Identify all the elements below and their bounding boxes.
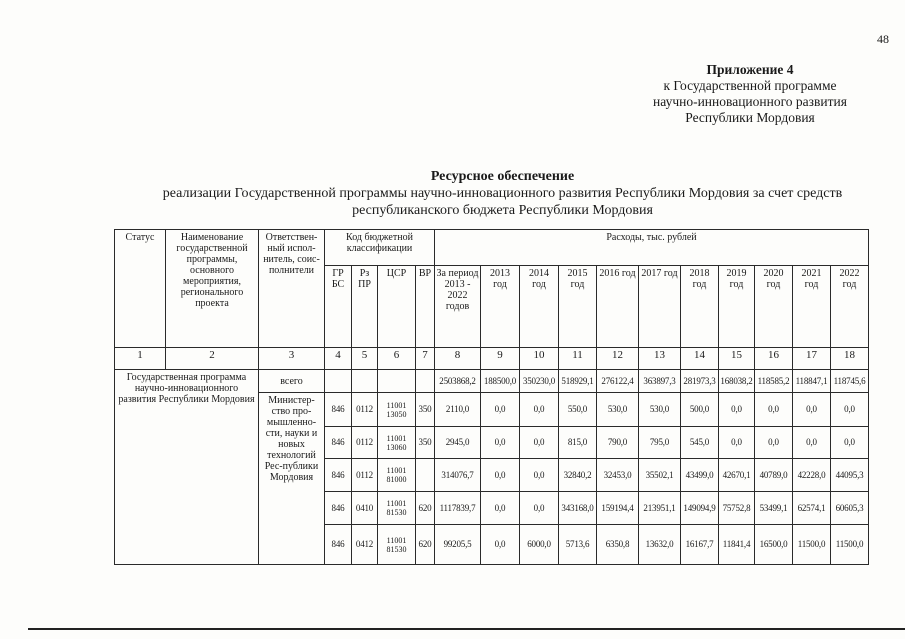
- cell-value: 35502,1: [639, 459, 681, 492]
- cell-vr: 620: [416, 492, 435, 525]
- cell-value: 500,0: [681, 393, 719, 427]
- cell-value: 11841,4: [719, 525, 755, 565]
- total-csr: [378, 370, 416, 393]
- cell-value: 0,0: [481, 525, 520, 565]
- page-number: 48: [877, 32, 889, 46]
- program-name-cell: Государственная программа научно-инновационного развития Республики Мордовия: [115, 370, 259, 565]
- cell-value: 2945,0: [435, 427, 481, 459]
- cell-csr: 11001 81530: [378, 525, 416, 565]
- cell-grbs: 846: [325, 492, 352, 525]
- cell-rzpr: 0410: [352, 492, 378, 525]
- cell-value: 213951,1: [639, 492, 681, 525]
- cell-csr: 11001 81000: [378, 459, 416, 492]
- column-number: 16: [755, 348, 793, 370]
- header-rzpr: Рз ПР: [352, 266, 378, 348]
- cell-value: 40789,0: [755, 459, 793, 492]
- cell-value: 0,0: [719, 427, 755, 459]
- column-number: 2: [166, 348, 259, 370]
- total-value: 168038,2: [719, 370, 755, 393]
- cell-value: 550,0: [559, 393, 597, 427]
- cell-value: 32453,0: [597, 459, 639, 492]
- cell-csr: 11001 13060: [378, 427, 416, 459]
- cell-value: 99205,5: [435, 525, 481, 565]
- column-number: 18: [831, 348, 869, 370]
- appendix-line: к Государственной программе: [663, 78, 837, 93]
- total-value: 188500,0: [481, 370, 520, 393]
- total-value: 518929,1: [559, 370, 597, 393]
- appendix-line: Республики Мордовия: [685, 110, 815, 125]
- header-year: 2020 год: [755, 266, 793, 348]
- header-year: 2017 год: [639, 266, 681, 348]
- document-heading: [100, 168, 905, 219]
- appendix-line: научно-инновационного развития: [653, 94, 847, 109]
- column-number: 5: [352, 348, 378, 370]
- cell-grbs: 846: [325, 525, 352, 565]
- cell-value: 32840,2: [559, 459, 597, 492]
- total-label: всего: [259, 370, 325, 393]
- ministry-cell: Министер-ство про-мышленно-сти, науки и новых технологий Рес-публики Мордовия: [259, 393, 325, 565]
- cell-value: 0,0: [520, 427, 559, 459]
- cell-rzpr: 0412: [352, 525, 378, 565]
- cell-value: 0,0: [793, 427, 831, 459]
- appendix-title: Приложение 4: [706, 62, 794, 77]
- cell-value: 11500,0: [793, 525, 831, 565]
- cell-vr: [416, 459, 435, 492]
- total-value: 2503868,2: [435, 370, 481, 393]
- cell-value: 0,0: [755, 393, 793, 427]
- column-number: 3: [259, 348, 325, 370]
- cell-vr: 350: [416, 427, 435, 459]
- cell-value: 159194,4: [597, 492, 639, 525]
- total-value: 276122,4: [597, 370, 639, 393]
- total-value: 350230,0: [520, 370, 559, 393]
- column-number: 1: [115, 348, 166, 370]
- cell-value: 62574,1: [793, 492, 831, 525]
- cell-value: 343168,0: [559, 492, 597, 525]
- cell-value: 16167,7: [681, 525, 719, 565]
- cell-value: 0,0: [755, 427, 793, 459]
- cell-value: 795,0: [639, 427, 681, 459]
- header-status: Статус: [115, 230, 166, 348]
- cell-value: 13632,0: [639, 525, 681, 565]
- header-year: 2014 год: [520, 266, 559, 348]
- header-period: За период 2013 - 2022 годов: [435, 266, 481, 348]
- cell-csr: 11001 13050: [378, 393, 416, 427]
- header-name: Наименование государственной программы, основного мероприятия, регионального проекта: [166, 230, 259, 348]
- cell-value: 16500,0: [755, 525, 793, 565]
- appendix-block: [600, 62, 900, 126]
- header-grbs: ГР БС: [325, 266, 352, 348]
- heading-line: республиканского бюджета Республики Мордовия: [352, 203, 653, 218]
- cell-csr: 11001 81530: [378, 492, 416, 525]
- cell-value: 11500,0: [831, 525, 869, 565]
- header-expenses: Расходы, тыс. рублей: [435, 230, 869, 266]
- column-number: 13: [639, 348, 681, 370]
- header-csr: ЦСР: [378, 266, 416, 348]
- column-number: 15: [719, 348, 755, 370]
- cell-rzpr: 0112: [352, 427, 378, 459]
- header-year: 2016 год: [597, 266, 639, 348]
- cell-value: 0,0: [793, 393, 831, 427]
- header-year: 2021 год: [793, 266, 831, 348]
- heading-title: Ресурсное обеспечение: [430, 169, 575, 184]
- cell-value: 314076,7: [435, 459, 481, 492]
- cell-grbs: 846: [325, 459, 352, 492]
- cell-vr: 350: [416, 393, 435, 427]
- column-number: 7: [416, 348, 435, 370]
- cell-value: 43499,0: [681, 459, 719, 492]
- cell-value: 149094,9: [681, 492, 719, 525]
- header-year: 2018 год: [681, 266, 719, 348]
- cell-grbs: 846: [325, 427, 352, 459]
- header-year: 2013 год: [481, 266, 520, 348]
- cell-value: 790,0: [597, 427, 639, 459]
- column-number: 6: [378, 348, 416, 370]
- header-year: 2019 год: [719, 266, 755, 348]
- cell-value: 0,0: [481, 393, 520, 427]
- total-value: 363897,3: [639, 370, 681, 393]
- total-grbs: [325, 370, 352, 393]
- column-number: 4: [325, 348, 352, 370]
- header-code: Код бюджетной классификации: [325, 230, 435, 266]
- header-vr: ВР: [416, 266, 435, 348]
- column-number: 14: [681, 348, 719, 370]
- total-value: 118847,1: [793, 370, 831, 393]
- cell-value: 5713,6: [559, 525, 597, 565]
- cell-rzpr: 0112: [352, 459, 378, 492]
- column-number: 11: [559, 348, 597, 370]
- total-value: 118585,2: [755, 370, 793, 393]
- bottom-rule: [28, 628, 905, 630]
- cell-value: 0,0: [481, 427, 520, 459]
- cell-value: 0,0: [520, 459, 559, 492]
- cell-value: 1117839,7: [435, 492, 481, 525]
- cell-value: 0,0: [520, 492, 559, 525]
- total-value: 281973,3: [681, 370, 719, 393]
- cell-value: 42670,1: [719, 459, 755, 492]
- cell-value: 0,0: [520, 393, 559, 427]
- cell-value: 815,0: [559, 427, 597, 459]
- header-year: 2015 год: [559, 266, 597, 348]
- cell-value: 0,0: [481, 492, 520, 525]
- total-rzpr: [352, 370, 378, 393]
- header-responsible: Ответствен-ный испол-нитель, соис-полнители: [259, 230, 325, 348]
- cell-rzpr: 0112: [352, 393, 378, 427]
- cell-value: 0,0: [481, 459, 520, 492]
- cell-value: 6350,8: [597, 525, 639, 565]
- cell-grbs: 846: [325, 393, 352, 427]
- column-number: 9: [481, 348, 520, 370]
- cell-value: 6000,0: [520, 525, 559, 565]
- cell-value: 0,0: [719, 393, 755, 427]
- cell-value: 75752,8: [719, 492, 755, 525]
- cell-vr: 620: [416, 525, 435, 565]
- cell-value: 0,0: [831, 427, 869, 459]
- cell-value: 42228,0: [793, 459, 831, 492]
- resource-table: [114, 229, 869, 565]
- cell-value: 53499,1: [755, 492, 793, 525]
- total-value: 118745,6: [831, 370, 869, 393]
- header-year: 2022 год: [831, 266, 869, 348]
- column-number: 17: [793, 348, 831, 370]
- column-number: 10: [520, 348, 559, 370]
- cell-value: 60605,3: [831, 492, 869, 525]
- cell-value: 44095,3: [831, 459, 869, 492]
- column-number: 8: [435, 348, 481, 370]
- cell-value: 0,0: [831, 393, 869, 427]
- heading-line: реализации Государственной программы научно-инновационного развития Республики Мордовия за счет средств: [162, 186, 843, 201]
- total-vr: [416, 370, 435, 393]
- cell-value: 2110,0: [435, 393, 481, 427]
- cell-value: 530,0: [597, 393, 639, 427]
- column-number: 12: [597, 348, 639, 370]
- cell-value: 530,0: [639, 393, 681, 427]
- cell-value: 545,0: [681, 427, 719, 459]
